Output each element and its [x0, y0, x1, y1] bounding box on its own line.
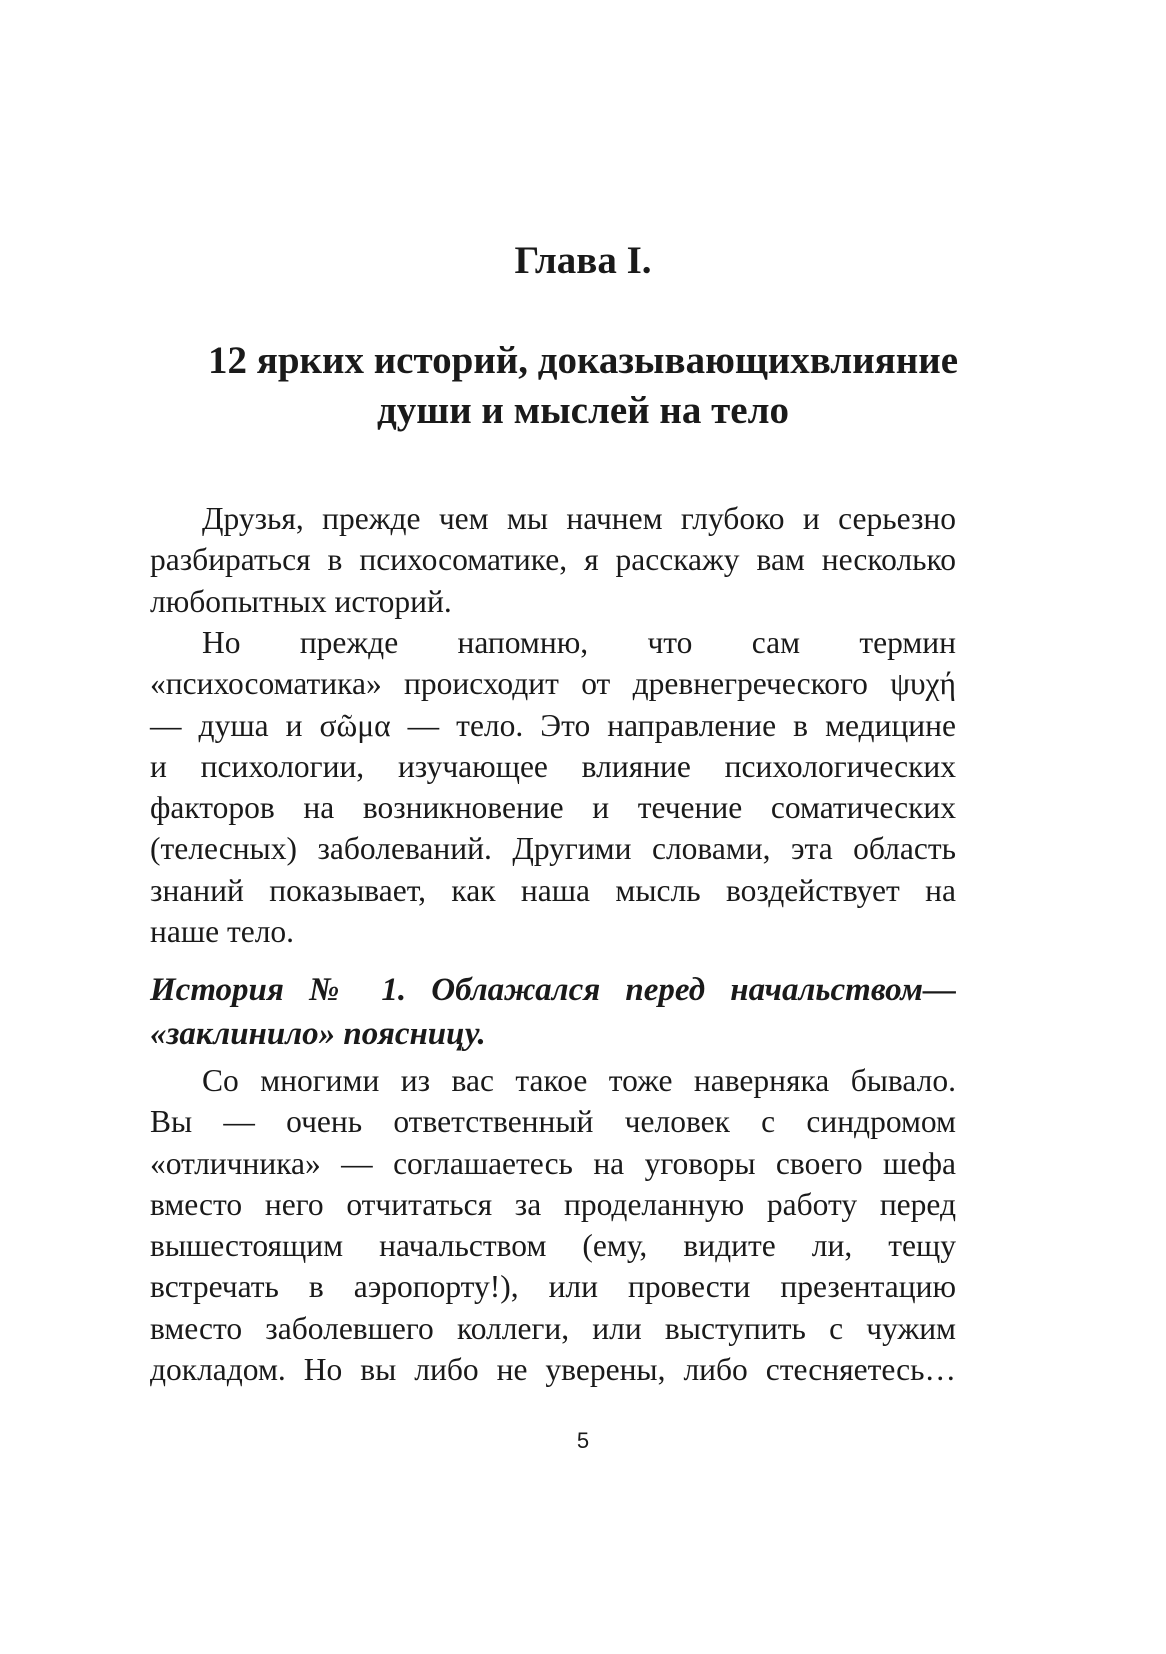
- chapter-title: [0, 336, 1166, 436]
- text-line: разбираться в психосоматике, я расскажу вам несколько: [150, 542, 956, 578]
- story-heading-line: «заклинило» поясницу.: [150, 1016, 486, 1052]
- text-line: знаний показывает, как наша мысль воздействует на: [150, 872, 956, 908]
- text-line: Друзья, прежде чем мы начнем глубоко и серьезно: [202, 501, 956, 536]
- text-line: любопытных историй.: [150, 583, 452, 619]
- text-line: вместо него отчитаться за проделанную работу перед: [150, 1186, 956, 1222]
- paragraph-intro: [150, 498, 956, 622]
- text-line: вышестоящим начальством (ему, видите ли, тещу: [150, 1228, 956, 1264]
- text-line: Вы — очень ответственный человек с синдромом: [150, 1104, 956, 1140]
- text-line: вместо заболевшего коллеги, или выступить с чужим: [150, 1310, 956, 1346]
- text-line: и психологии, изучающее влияние психологических: [150, 748, 956, 784]
- story-heading: [150, 968, 956, 1056]
- text-line: наше тело.: [150, 914, 295, 950]
- text-line: (телесных) заболеваний. Другими словами, эта область: [150, 831, 956, 867]
- text-line: — душа и σῶμα — тело. Это направление в медицине: [150, 707, 956, 743]
- text-line: Со многими из вас такое тоже наверняка бывало.: [202, 1063, 956, 1098]
- chapter-heading: Глава I.: [514, 239, 652, 282]
- paragraph-term: [150, 622, 956, 952]
- chapter-title-line: 12 ярких историй, доказывающихвлияние: [207, 339, 959, 382]
- paragraph-story: [150, 1060, 956, 1390]
- text-line: «отличника» — соглашаетесь на уговоры своего шефа: [150, 1145, 956, 1181]
- text-line: докладом. Но вы либо не уверены, либо стесняетесь…: [150, 1352, 956, 1388]
- text-line: Но прежде напомню, что сам термин: [202, 625, 956, 660]
- page-number: 5: [576, 1428, 590, 1453]
- text-line: «психосоматика» происходит от древнегреческого ψυχή: [150, 666, 956, 702]
- chapter-title-line: души и мыслей на тело: [377, 389, 789, 432]
- story-heading-line: История № 1. Облажался перед начальством—: [150, 972, 956, 1008]
- text-line: факторов на возникновение и течение соматических: [150, 790, 956, 826]
- text-line: встречать в аэропорту!), или провести презентацию: [150, 1269, 956, 1305]
